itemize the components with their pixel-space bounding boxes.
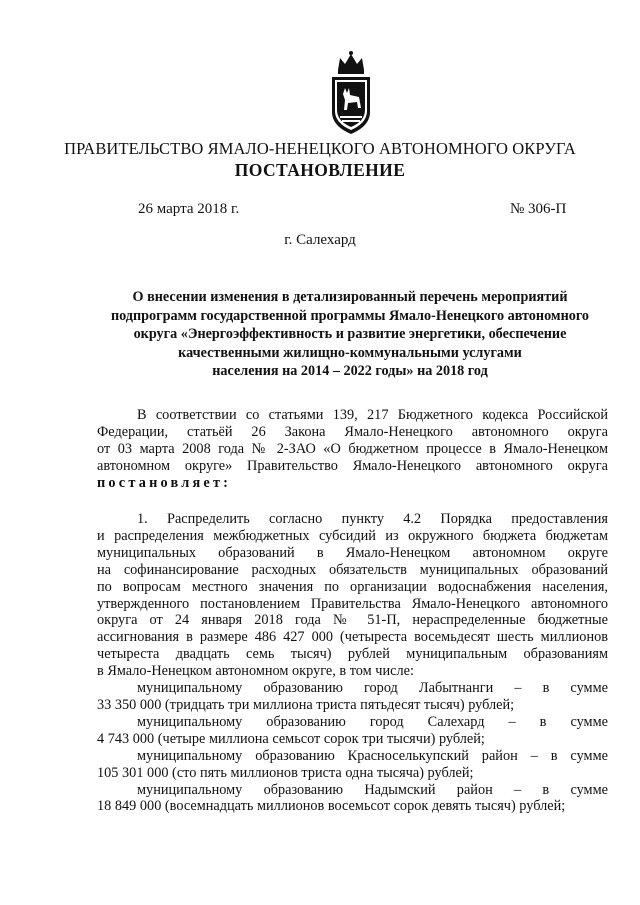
coat-of-arms-icon (326, 50, 376, 140)
document-date: 26 марта 2018 г. (138, 201, 240, 217)
subject-line: подпрограмм государственной программы Ямало-Ненецкого автономного (110, 307, 590, 324)
text-line: муниципальных образований в Ямало-Ненецком автономном округе (97, 544, 608, 561)
text-line: округа от 24 января 2018 года № 51-П, нераспределенные бюджетные (97, 612, 608, 629)
government-name: ПРАВИТЕЛЬСТВО ЯМАЛО-НЕНЕЦКОГО АВТОНОМНОГО ОКРУГА (64, 139, 576, 158)
resolving-word: постановляет: (97, 474, 232, 491)
document-number: № 306-П (510, 201, 567, 217)
subject-line: качественными жилищно-коммунальными услугами (178, 344, 522, 361)
subject-line: округа «Энергоэффективность и развитие энергетики, обеспечение (133, 326, 567, 342)
text-line: и распределения межбюджетных субсидий из окружного бюджета бюджетам (97, 527, 608, 544)
subject-line: О внесении изменения в детализированный перечень мероприятий (132, 289, 568, 305)
subject-line: населения на 2014 – 2022 годы» на 2018 год (212, 363, 488, 379)
text-line: муниципальному образованию город Лабытнанги – в сумме (137, 680, 608, 697)
text-line: по вопросам местного значения по организации водоснабжения населения, (97, 578, 608, 595)
document-subject (110, 288, 590, 381)
text-line: от 03 марта 2008 года № 2-ЗАО «О бюджетном процессе в Ямало-Ненецком (97, 440, 608, 457)
text-line: четыреста двадцать семь тысяч) рублей муниципальным образованиям (97, 646, 608, 663)
text-line: автономном округе» Правительство Ямало-Ненецкого автономного округа (97, 457, 608, 474)
document-type-title: ПОСТАНОВЛЕНИЕ (234, 160, 406, 180)
text-line: В соответствии со статьями 139, 217 Бюджетного кодекса Российской (137, 407, 608, 423)
text-line: муниципальному образованию город Салехард – в сумме (137, 713, 608, 730)
text-line: 18 849 000 (восемнадцать миллионов восемьсот сорок девять тысяч) рублей; (97, 798, 566, 815)
text-line: 4 743 000 (четыре миллиона семьсот сорок три тысячи) рублей; (97, 730, 485, 747)
preamble-paragraph (97, 407, 608, 492)
text-line: 33 350 000 (тридцать три миллиона триста пятьдесят тысяч) рублей; (97, 696, 515, 713)
item-1-paragraph (97, 511, 608, 815)
text-line: утвержденного постановлением Правительства Ямало-Ненецкого автономного (97, 595, 608, 612)
text-line: в Ямало-Ненецком автономном округе, в том числе: (97, 663, 414, 680)
text-line: муниципальному образованию Красноселькупский район – в сумме (137, 747, 608, 764)
text-line: муниципальному образованию Надымский район – в сумме (137, 781, 608, 798)
text-line: 105 301 000 (сто пять миллионов триста одна тысяча) рублей; (97, 764, 474, 781)
text-line: Федерации, статьёй 26 Закона Ямало-Ненецкого автономного округа (97, 423, 608, 440)
text-line: ассигнования в размере 486 427 000 (четыреста восемьдесят шесть миллионов (97, 629, 608, 646)
text-line: на софинансирование расходных обязательств муниципальных образований (97, 561, 608, 578)
document-city: г. Салехард (284, 232, 356, 248)
text-line: 1. Распределить согласно пункту 4.2 Порядка предоставления (137, 511, 608, 527)
